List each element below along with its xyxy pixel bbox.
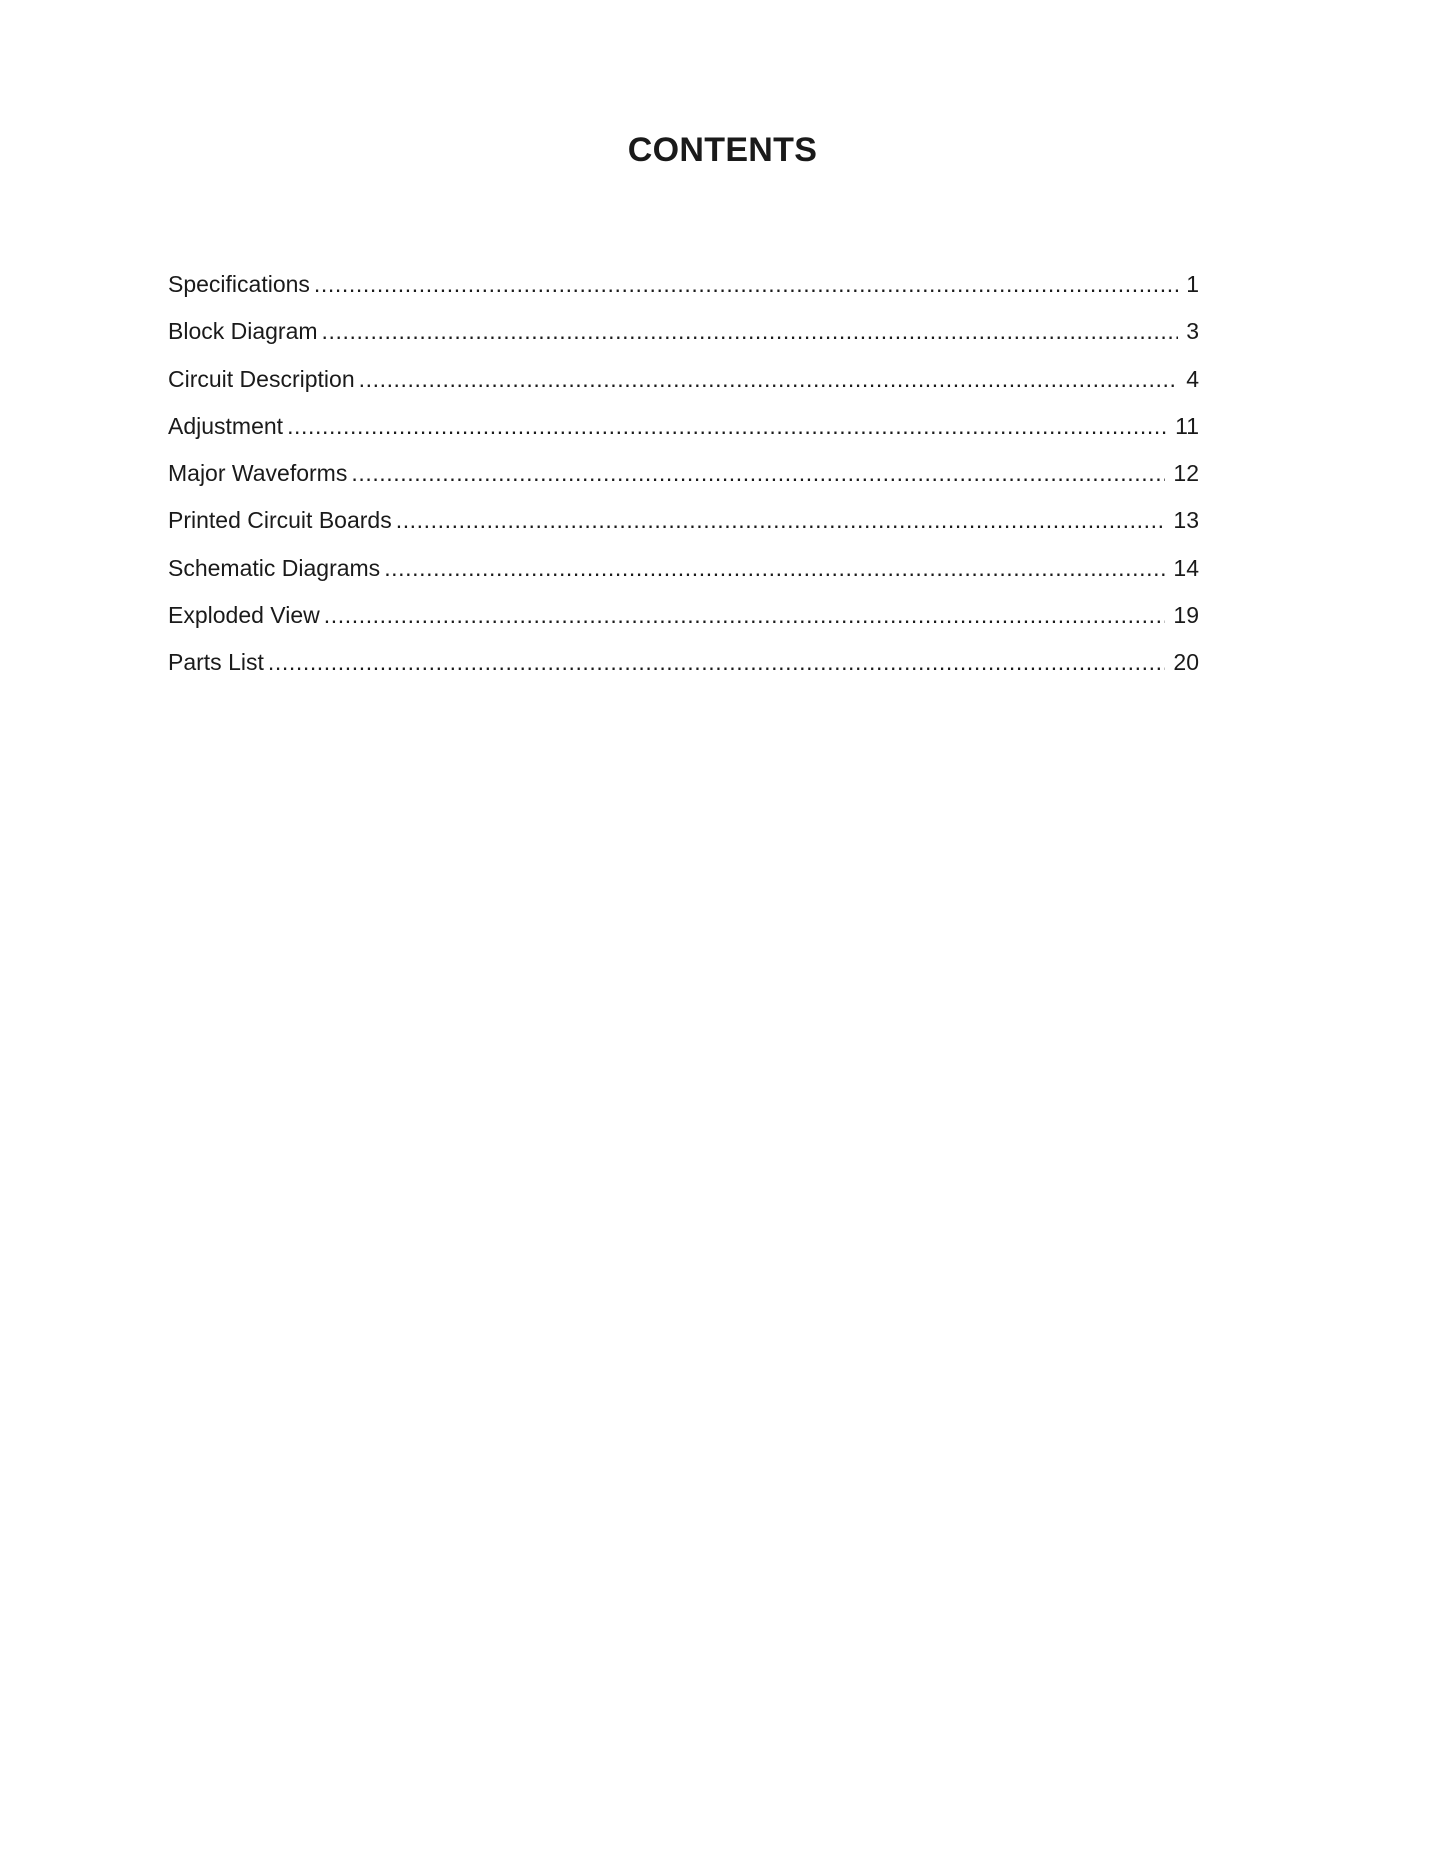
- table-of-contents: [168, 268, 1199, 694]
- dot-leader: [287, 410, 1167, 442]
- toc-entry-adjustment[interactable]: [168, 410, 1199, 457]
- toc-entry-page-number: 4: [1186, 365, 1199, 392]
- toc-entry-block-diagram[interactable]: [168, 315, 1199, 362]
- toc-entry-page-number: 19: [1173, 602, 1199, 629]
- page-title: CONTENTS: [627, 131, 818, 169]
- toc-entry-label: Exploded View: [168, 602, 320, 629]
- toc-entry-page-number: 1: [1186, 271, 1199, 297]
- toc-entry-printed-circuit-boards[interactable]: [168, 504, 1199, 551]
- toc-entry-page-number: 20: [1173, 649, 1199, 676]
- dot-leader: [268, 646, 1166, 678]
- toc-entry-exploded-view[interactable]: [168, 599, 1199, 646]
- toc-entry-parts-list[interactable]: [168, 646, 1199, 693]
- toc-entry-label: Schematic Diagrams: [168, 554, 381, 581]
- dot-leader: [396, 504, 1166, 536]
- toc-entry-specifications[interactable]: [168, 268, 1199, 315]
- toc-entry-label: Printed Circuit Boards: [168, 507, 392, 534]
- toc-entry-page-number: 14: [1173, 554, 1199, 581]
- toc-entry-label: Block Diagram: [168, 318, 318, 345]
- toc-entry-page-number: 3: [1186, 318, 1199, 345]
- toc-entry-label: Specifications: [168, 271, 310, 297]
- dot-leader: [324, 599, 1166, 631]
- toc-entry-circuit-description[interactable]: [168, 363, 1199, 410]
- dot-leader: [351, 457, 1165, 489]
- dot-leader: [322, 315, 1179, 347]
- toc-entry-label: Adjustment: [168, 412, 284, 439]
- dot-leader: [314, 268, 1178, 300]
- toc-entry-page-number: 12: [1173, 460, 1199, 487]
- toc-entry-label: Circuit Description: [168, 365, 355, 392]
- toc-entry-major-waveforms[interactable]: [168, 457, 1199, 504]
- dot-leader: [359, 363, 1179, 395]
- toc-entry-label: Parts List: [168, 649, 264, 676]
- toc-entry-page-number: 13: [1173, 507, 1199, 534]
- toc-entry-page-number: 11: [1175, 412, 1199, 439]
- toc-entry-schematic-diagrams[interactable]: [168, 552, 1199, 599]
- dot-leader: [384, 552, 1165, 584]
- toc-entry-label: Major Waveforms: [168, 460, 348, 487]
